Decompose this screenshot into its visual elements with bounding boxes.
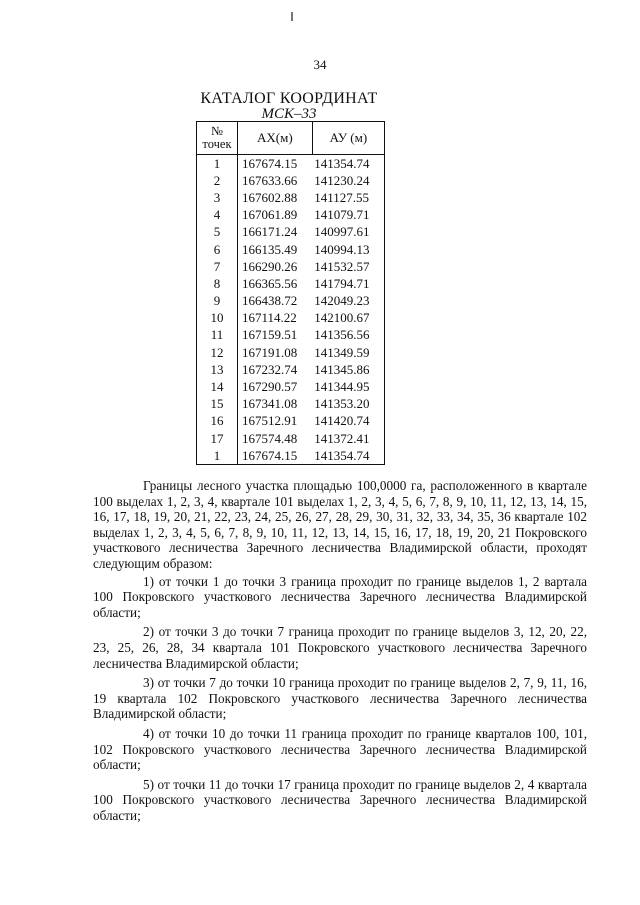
boundary-item-4: 4) от точки 10 до точки 11 граница проходит по границе кварталов 100, 101, 102 Покровского участкового лесничества Заречного лесничества Владимирской области; (93, 725, 587, 773)
y-coordinate-cell: 141354.74 (312, 155, 384, 173)
table-row (197, 189, 385, 206)
x-coordinate-cell: 166365.56 (238, 275, 313, 292)
x-coordinate-cell: 167341.08 (238, 396, 313, 413)
y-coordinate-cell: 141127.55 (312, 189, 384, 206)
x-coordinate-cell: 166171.24 (238, 224, 313, 241)
boundary-item-2: 2) от точки 3 до точки 7 граница проходит по границе выделов 3, 12, 20, 22, 23, 25, 26, 28, 34 квартала 101 Покровского участкового лесничества Заречного лесничества Владимирской области; (93, 624, 587, 671)
point-number-cell: 17 (197, 430, 238, 447)
x-coordinate-cell: 167602.88 (238, 189, 313, 206)
table-row (197, 293, 385, 310)
point-number-cell: 13 (197, 361, 238, 378)
table-row (197, 447, 385, 465)
x-coordinate-cell: 167633.66 (238, 172, 313, 189)
point-number-cell: 1 (197, 447, 238, 465)
table-row (197, 155, 385, 173)
y-coordinate-cell: 141354.74 (312, 447, 384, 465)
header-y: АУ (м) (312, 122, 384, 155)
intro-paragraph: Границы лесного участка площадью 100,0000 га, расположенного в квартале 100 выделах 1, 2, 3, 4, квартале 101 выделах 1, 2, 3, 4, 5, 6, 7, 8, 9, 10, 11, 12, 13, 14, 15, 16, 17, 18, 19, 20, 21, 22, 23, 24, 25, 26, 27, 28, 29, 30, 31, 32, 33, 34, 35, 36 квартале 102 выделах 1, 2, 3, 4, 5, 6, 7, 8, 9, 10, 11, 12, 13, 14, 15, 16, 17, 18, 19, 20, 21 Покровского участкового лесничества Заречного лесничества Владимирской области, проходят следующим образом: (93, 478, 587, 571)
point-number-cell: 14 (197, 378, 238, 395)
x-coordinate-cell: 166438.72 (238, 293, 313, 310)
y-coordinate-cell: 141794.71 (312, 275, 384, 292)
point-number-cell: 4 (197, 207, 238, 224)
y-coordinate-cell: 141356.56 (312, 327, 384, 344)
scan-mark (291, 12, 293, 21)
y-coordinate-cell: 141420.74 (312, 413, 384, 430)
y-coordinate-cell: 142049.23 (312, 293, 384, 310)
table-row (197, 258, 385, 275)
y-coordinate-cell: 141345.86 (312, 361, 384, 378)
point-number-cell: 15 (197, 396, 238, 413)
catalog-subtitle: МСК–33 (261, 106, 317, 122)
table-row (197, 413, 385, 430)
x-coordinate-cell: 167512.91 (238, 413, 313, 430)
header-num-symbol: № (211, 124, 223, 138)
y-coordinate-cell: 141372.41 (312, 430, 384, 447)
y-coordinate-cell: 141344.95 (312, 378, 384, 395)
header-num-word: точек (202, 137, 232, 151)
table-row (197, 241, 385, 258)
table-row (197, 344, 385, 361)
table-row (197, 361, 385, 378)
table-row (197, 224, 385, 241)
x-coordinate-cell: 166135.49 (238, 241, 313, 258)
table-body (197, 155, 385, 465)
point-number-cell: 16 (197, 413, 238, 430)
y-coordinate-cell: 141532.57 (312, 258, 384, 275)
header-x: АХ(м) (238, 122, 313, 155)
table-row (197, 275, 385, 292)
x-coordinate-cell: 167674.15 (238, 155, 313, 173)
point-number-cell: 8 (197, 275, 238, 292)
y-coordinate-cell: 141353.20 (312, 396, 384, 413)
y-coordinate-cell: 140997.61 (312, 224, 384, 241)
table-row (197, 207, 385, 224)
point-number-cell: 7 (197, 258, 238, 275)
table-row (197, 172, 385, 189)
catalog-title: КАТАЛОГ КООРДИНАТ (200, 90, 378, 107)
x-coordinate-cell: 167674.15 (238, 447, 313, 465)
table-row (197, 310, 385, 327)
table-header-row (197, 122, 385, 155)
x-coordinate-cell: 167159.51 (238, 327, 313, 344)
coordinates-table (196, 121, 385, 465)
point-number-cell: 9 (197, 293, 238, 310)
x-coordinate-cell: 167232.74 (238, 361, 313, 378)
y-coordinate-cell: 141079.71 (312, 207, 384, 224)
x-coordinate-cell: 166290.26 (238, 258, 313, 275)
table-row (197, 378, 385, 395)
table-row (197, 327, 385, 344)
point-number-cell: 11 (197, 327, 238, 344)
x-coordinate-cell: 167114.22 (238, 310, 313, 327)
boundary-item-3: 3) от точки 7 до точки 10 граница проходит по границе выделов 2, 7, 9, 11, 16, 19 квартала 102 Покровского участкового лесничества Заречного лесничества Владимирской области; (93, 675, 587, 722)
point-number-cell: 3 (197, 189, 238, 206)
y-coordinate-cell: 140994.13 (312, 241, 384, 258)
y-coordinate-cell: 141349.59 (312, 344, 384, 361)
table-row (197, 430, 385, 447)
x-coordinate-cell: 167191.08 (238, 344, 313, 361)
page-number: 34 (313, 57, 327, 72)
y-coordinate-cell: 141230.24 (312, 172, 384, 189)
point-number-cell: 6 (197, 241, 238, 258)
header-point-number (197, 122, 238, 155)
boundary-description (93, 478, 587, 827)
table-row (197, 396, 385, 413)
point-number-cell: 1 (197, 155, 238, 173)
x-coordinate-cell: 167290.57 (238, 378, 313, 395)
point-number-cell: 5 (197, 224, 238, 241)
y-coordinate-cell: 142100.67 (312, 310, 384, 327)
point-number-cell: 12 (197, 344, 238, 361)
boundary-item-5: 5) от точки 11 до точки 17 граница проходит по границе выделов 2, 4 квартала 100 Покровского участкового лесничества Заречного лесничества Владимирской области; (93, 776, 587, 823)
x-coordinate-cell: 167061.89 (238, 207, 313, 224)
boundary-item-1: 1) от точки 1 до точки 3 граница проходит по границе выделов 1, 2 вартала 100 Покровского участкового лесничества Заречного лесничества Владимирской области; (93, 573, 587, 620)
x-coordinate-cell: 167574.48 (238, 430, 313, 447)
point-number-cell: 10 (197, 310, 238, 327)
point-number-cell: 2 (197, 172, 238, 189)
